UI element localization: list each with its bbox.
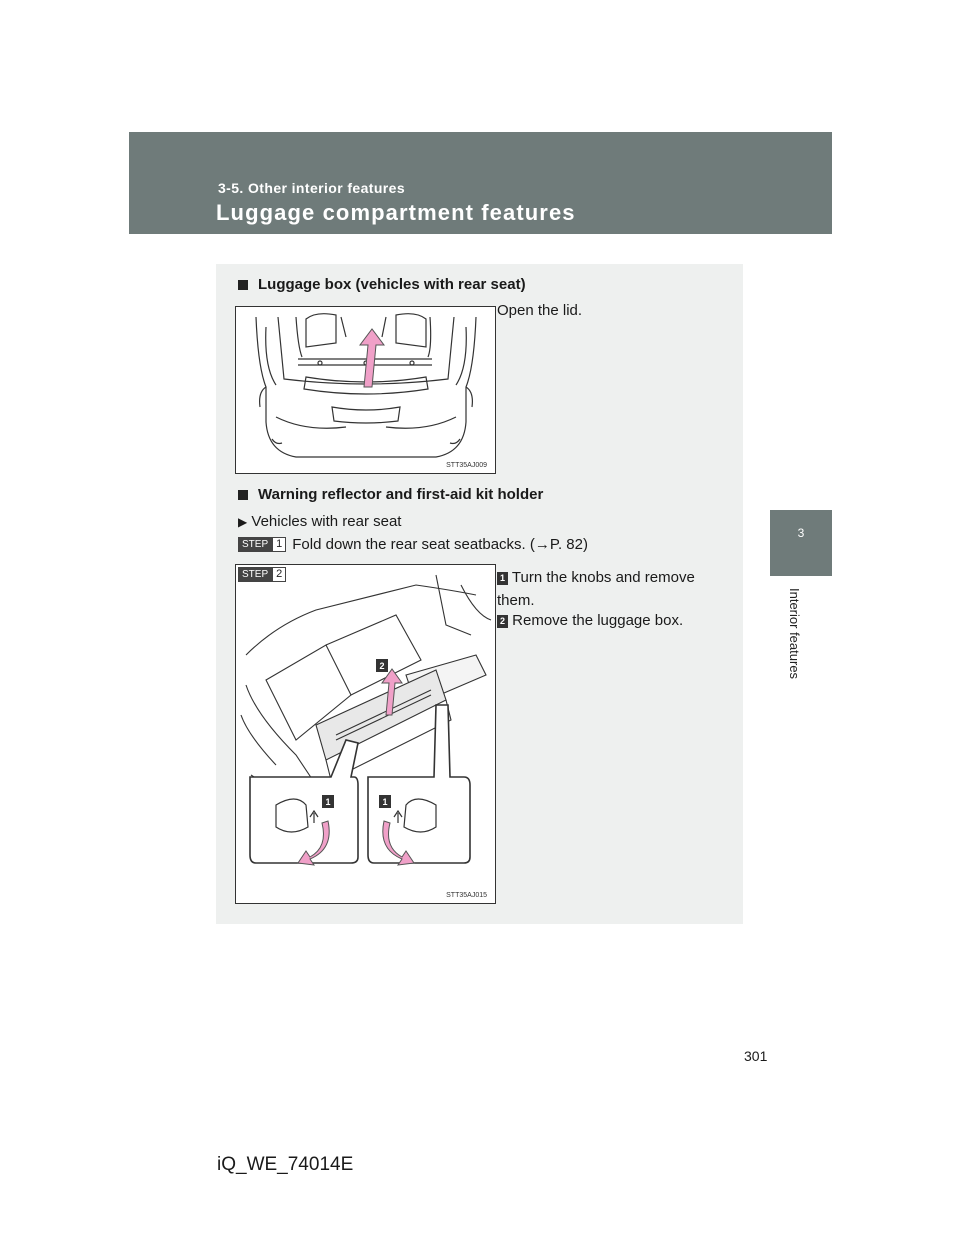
callout-2: 2 <box>379 661 385 671</box>
square-bullet-icon <box>238 490 248 500</box>
luggage-box-illustration <box>236 565 495 903</box>
chapter-tab-label: Interior features <box>787 588 802 680</box>
page-number: 301 <box>744 1048 768 1064</box>
step-1-text: Fold down the rear seat seatbacks. (→P. 82) <box>292 536 588 553</box>
figure-luggage-box <box>235 564 496 904</box>
item-1-marker: 1 <box>497 572 508 585</box>
header-bar <box>129 132 832 234</box>
chapter-tab-label-wrap <box>770 588 800 698</box>
step-1-badge: STEP 1 <box>238 537 286 552</box>
step-1 <box>238 536 588 553</box>
vehicle-condition <box>238 513 401 530</box>
heading-luggage-box <box>236 276 526 293</box>
callout-1: 1 <box>325 797 331 807</box>
content-box <box>216 264 743 924</box>
open-lid-text: Open the lid. <box>497 302 583 319</box>
car-rear-illustration <box>236 307 495 473</box>
item-1 <box>497 566 727 612</box>
triangle-bullet-icon: ▶ <box>238 515 248 529</box>
figure-car-rear <box>235 306 496 474</box>
item-2 <box>497 612 683 629</box>
page-title: Luggage compartment features <box>216 200 576 225</box>
item-1-text: Turn the knobs and remove them. <box>497 569 695 609</box>
detail-panel-left <box>250 740 358 863</box>
heading-text: Warning reflector and first-aid kit holder <box>258 486 544 503</box>
chapter-tab[interactable]: 3 <box>770 510 832 576</box>
figure-code: STT35AJ009 <box>446 462 487 469</box>
figure-code: STT35AJ015 <box>446 892 487 899</box>
up-arrow-icon <box>360 329 384 387</box>
square-bullet-icon <box>238 280 248 290</box>
heading-text: Luggage box (vehicles with rear seat) <box>258 276 526 293</box>
document-id: iQ_WE_74014E <box>217 1154 354 1175</box>
step-2-badge: STEP 2 <box>238 567 286 582</box>
item-2-marker: 2 <box>497 615 508 628</box>
section-label: 3-5. Other interior features <box>218 180 406 196</box>
callout-1: 1 <box>382 797 388 807</box>
condition-text: Vehicles with rear seat <box>251 513 402 530</box>
heading-warning-reflector <box>236 486 543 503</box>
item-2-text: Remove the luggage box. <box>512 612 684 629</box>
